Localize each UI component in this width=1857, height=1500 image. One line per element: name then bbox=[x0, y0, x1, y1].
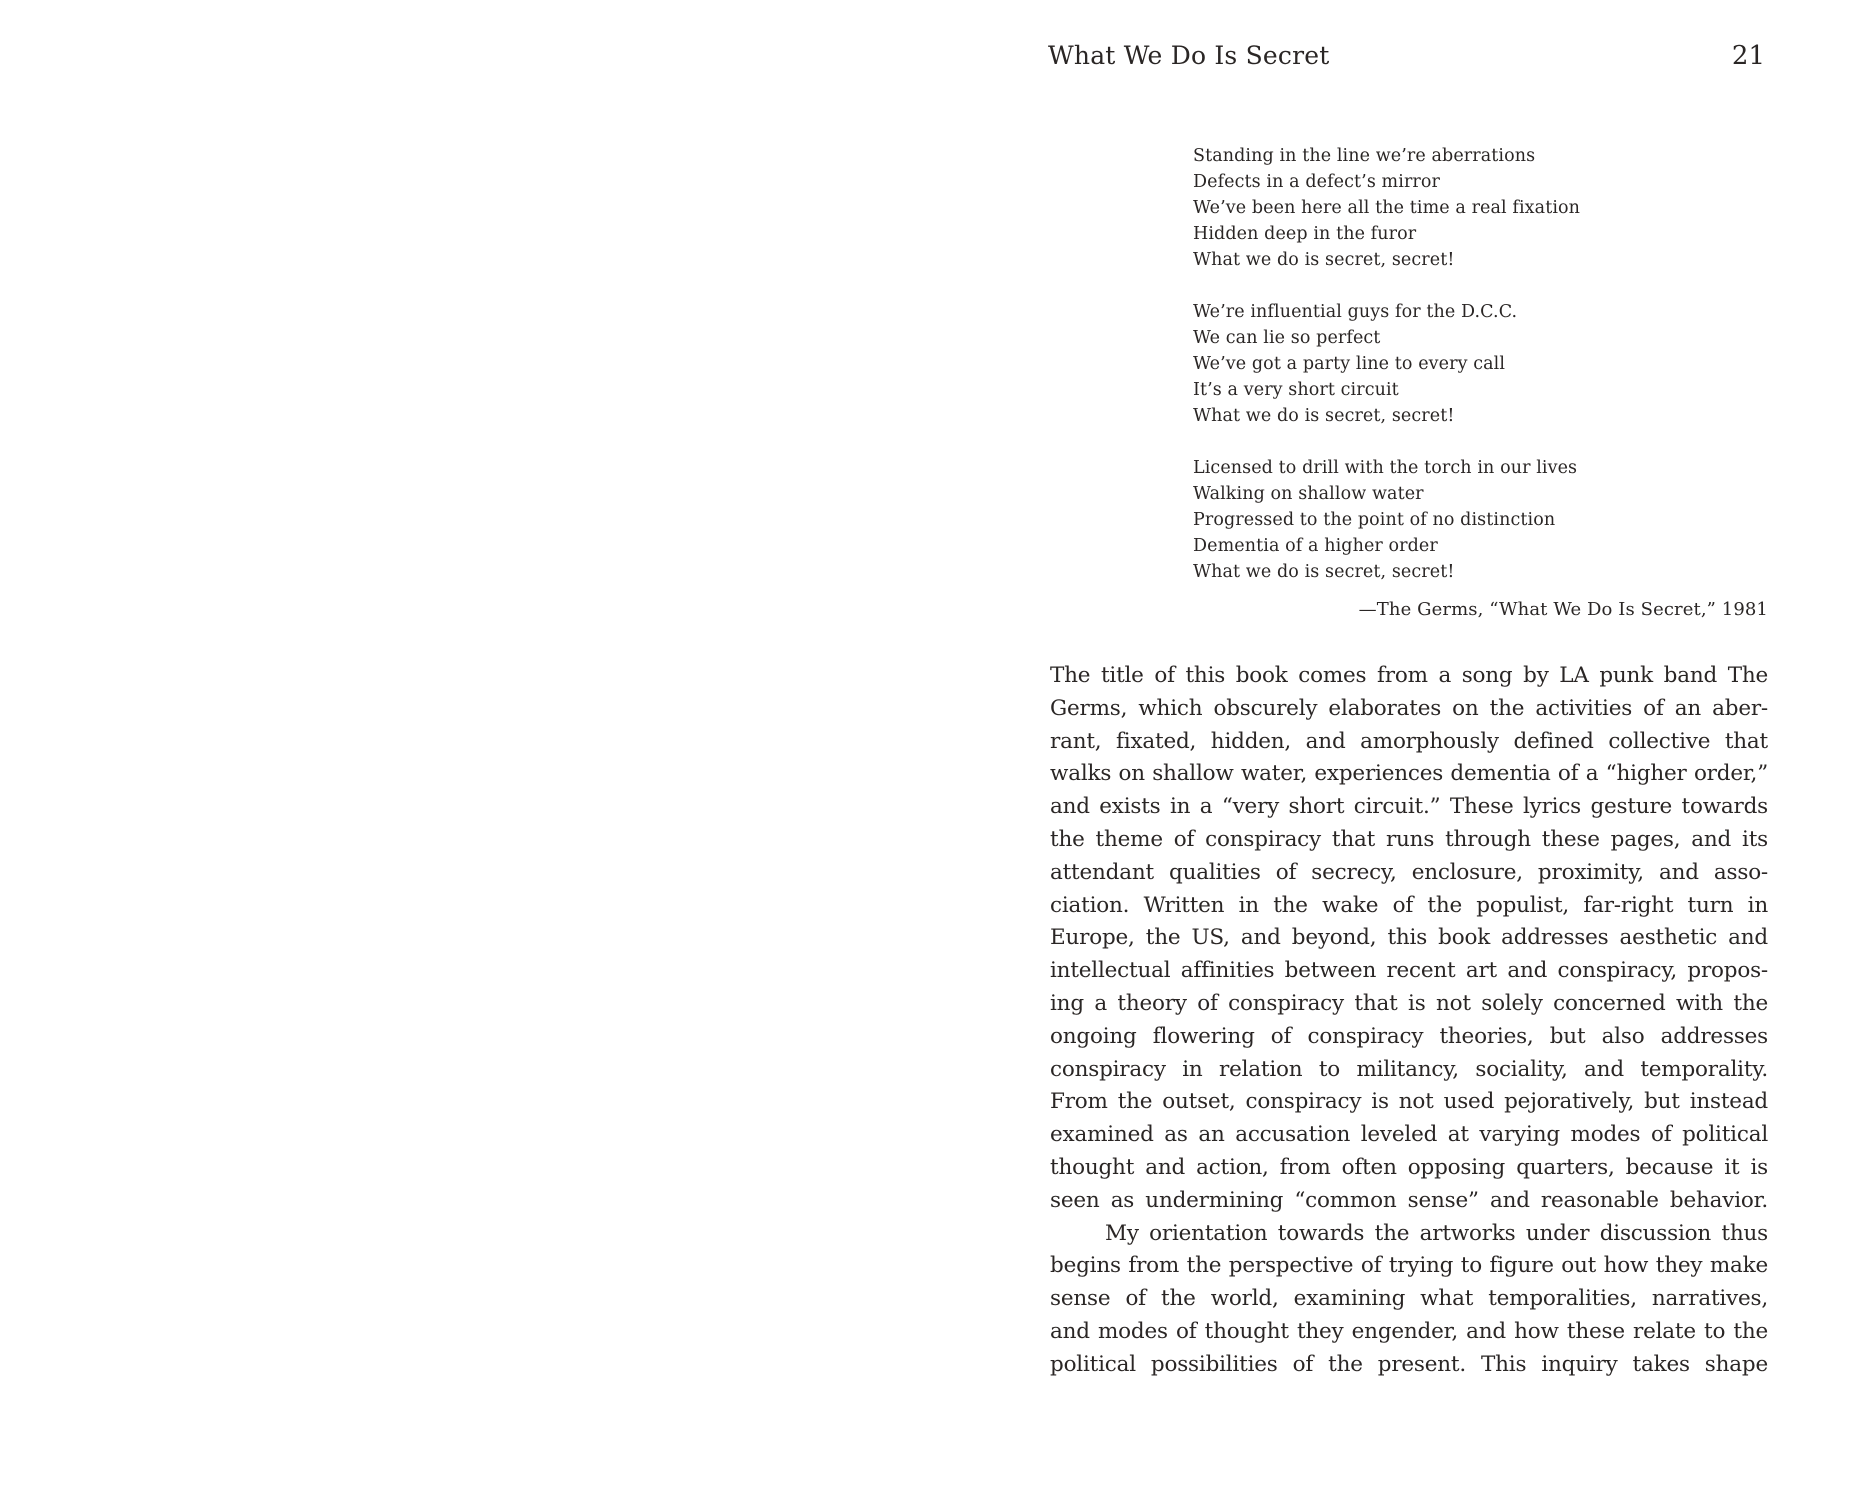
lyric-line: Progressed to the point of no distinction bbox=[1193, 510, 1556, 530]
epigraph-stanza-3 bbox=[1193, 455, 1580, 585]
page-number: 21 bbox=[1731, 41, 1765, 71]
lyric-line: We’ve got a party line to every call bbox=[1193, 354, 1506, 374]
body-line: examined as an accusation leveled at varying modes of political bbox=[1050, 1122, 1768, 1148]
lyric-line: What we do is secret, secret! bbox=[1193, 562, 1455, 582]
body-line: Germs, which obscurely elaborates on the activities of an aber- bbox=[1050, 695, 1768, 721]
lyric-line: Walking on shallow water bbox=[1193, 484, 1424, 504]
body-line: rant, fixated, hidden, and amorphously defined collective that bbox=[1050, 728, 1768, 754]
body-line: thought and action, from often opposing quarters, because it is bbox=[1050, 1154, 1768, 1180]
body-line: ongoing flowering of conspiracy theories, but also addresses bbox=[1050, 1023, 1768, 1049]
body-line: ing a theory of conspiracy that is not solely concerned with the bbox=[1050, 990, 1768, 1016]
lyric-line: We’re influential guys for the D.C.C. bbox=[1193, 302, 1518, 322]
epigraph-stanza-2 bbox=[1193, 299, 1580, 429]
body-line-paragraph-start: My orientation towards the artworks under discussion thus bbox=[1105, 1220, 1768, 1246]
lyric-line: Licensed to drill with the torch in our lives bbox=[1193, 458, 1578, 478]
lyric-line: What we do is secret, secret! bbox=[1193, 250, 1455, 270]
body-line: From the outset, conspiracy is not used pejoratively, but instead bbox=[1050, 1089, 1768, 1115]
body-line: The title of this book comes from a song by LA punk band The bbox=[1050, 663, 1768, 688]
lyric-line: What we do is secret, secret! bbox=[1193, 406, 1455, 426]
body-line: sense of the world, examining what temporalities, narratives, bbox=[1050, 1286, 1768, 1312]
body-line: seen as undermining “common sense” and reasonable behavior. bbox=[1050, 1187, 1768, 1213]
epigraph-attribution: —The Germs, “What We Do Is Secret,” 1981 bbox=[1358, 599, 1768, 620]
body-line: the theme of conspiracy that runs through these pages, and its bbox=[1050, 826, 1768, 852]
body-text bbox=[1050, 660, 1768, 1382]
body-line: walks on shallow water, experiences dementia of a “higher order,” bbox=[1050, 761, 1768, 787]
body-line: conspiracy in relation to militancy, sociality, and temporality. bbox=[1050, 1056, 1768, 1082]
lyric-line: We can lie so perfect bbox=[1193, 328, 1381, 348]
lyric-line: We’ve been here all the time a real fixation bbox=[1193, 198, 1581, 218]
body-line: Europe, the US, and beyond, this book addresses aesthetic and bbox=[1050, 925, 1768, 951]
epigraph-stanza-1 bbox=[1193, 143, 1580, 273]
running-head-title: What We Do Is Secret bbox=[1048, 41, 1330, 70]
lyric-line: Defects in a defect’s mirror bbox=[1193, 172, 1440, 192]
body-line: intellectual affinities between recent art and conspiracy, propos- bbox=[1050, 958, 1768, 984]
body-line: and modes of thought they engender, and how these relate to the bbox=[1050, 1318, 1768, 1344]
body-line: political possibilities of the present. This inquiry takes shape bbox=[1050, 1351, 1768, 1377]
body-line: begins from the perspective of trying to figure out how they make bbox=[1050, 1253, 1768, 1279]
lyric-line: It’s a very short circuit bbox=[1193, 380, 1399, 400]
lyric-line: Hidden deep in the furor bbox=[1193, 224, 1417, 244]
body-line: and exists in a “very short circuit.” These lyrics gesture towards bbox=[1050, 794, 1768, 820]
lyric-line: Standing in the line we’re aberrations bbox=[1193, 146, 1536, 166]
body-line: attendant qualities of secrecy, enclosure, proximity, and asso- bbox=[1050, 859, 1768, 885]
epigraph bbox=[1193, 143, 1580, 585]
page-content-column bbox=[1048, 0, 1768, 1500]
body-line: ciation. Written in the wake of the populist, far-right turn in bbox=[1050, 892, 1768, 918]
lyric-line: Dementia of a higher order bbox=[1193, 536, 1438, 556]
